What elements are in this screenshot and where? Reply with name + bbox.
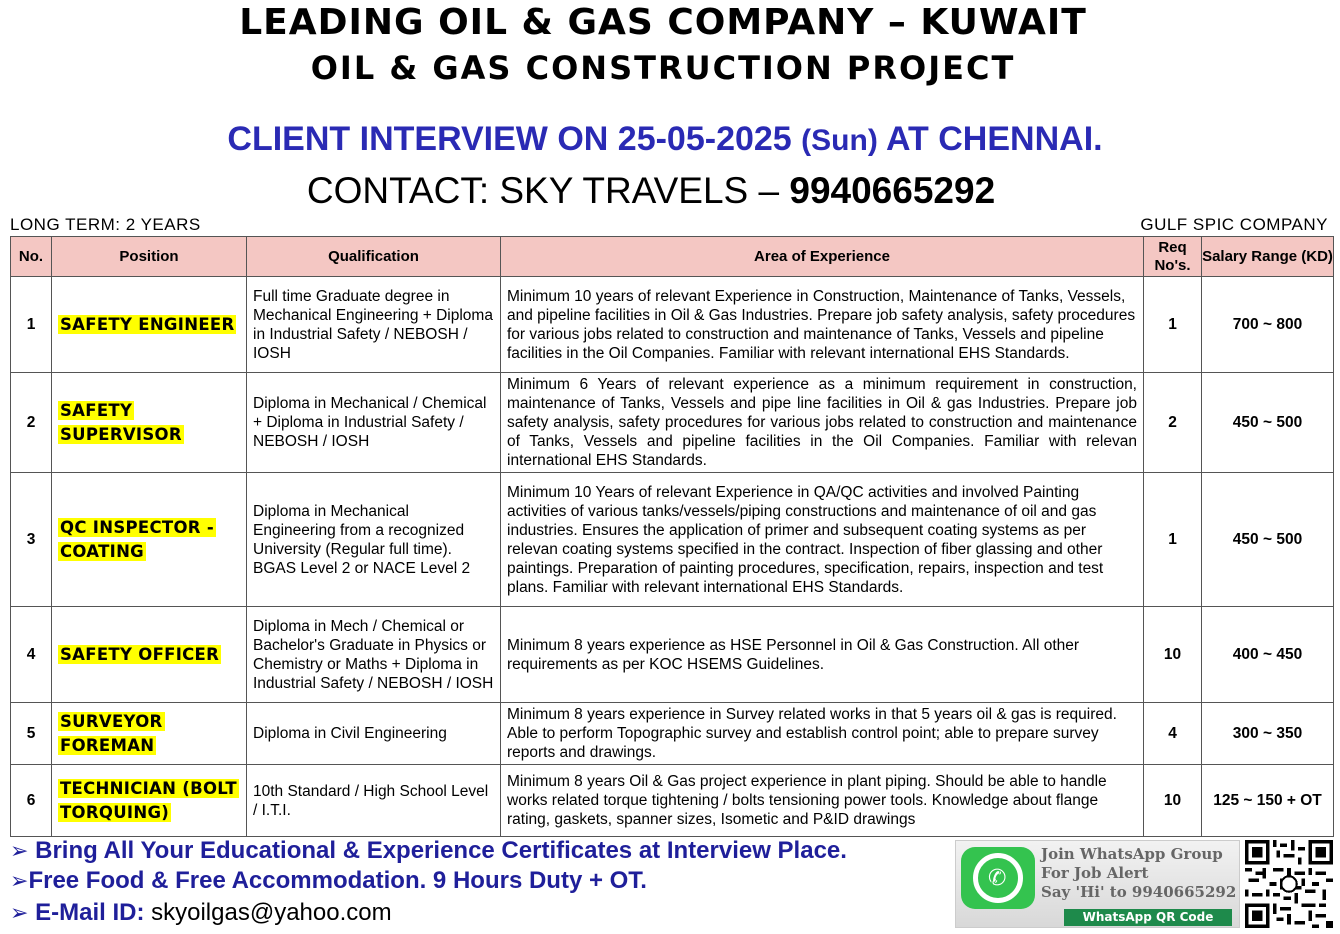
header-qualification: Qualification [247, 237, 501, 277]
footer-email [10, 899, 392, 927]
interview-location: AT CHENNAI. [886, 120, 1103, 158]
arrow-icon: ➢ [10, 900, 29, 925]
interview-date: CLIENT INTERVIEW ON 25-05-2025 [227, 120, 792, 158]
row-req: 10 [1144, 607, 1202, 703]
whatsapp-icon: ✆ [961, 847, 1035, 909]
row-salary: 300 ~ 350 [1202, 703, 1334, 765]
footer-line2: Free Food & Free Accommodation. 9 Hours Duty + OT. [28, 867, 647, 894]
job-table [10, 236, 1334, 837]
header-no: No. [11, 237, 52, 277]
row-position [52, 765, 247, 837]
row-no: 5 [11, 703, 52, 765]
position-label: SAFETY SUPERVISOR [60, 400, 182, 444]
table-row [11, 277, 1334, 373]
company-name: GULF SPIC COMPANY [1140, 215, 1328, 234]
whatsapp-text [1041, 845, 1236, 902]
row-experience: Minimum 6 Years of relevant experience as a minimum requirement in construction, maintenance of Tanks, Vessels and pipe line facilities in Oil & gas Industries. Prepare job safety analysis, safety procedures for various jobs related to construction and maintenance of Tanks, Vessels and pipeline facilities in the Oil Companies. Familiar with relevan international EHS Standards. [501, 373, 1144, 473]
row-salary: 400 ~ 450 [1202, 607, 1334, 703]
row-experience: Minimum 10 years of relevant Experience in Construction, Maintenance of Tanks, Vessels, and pipeline facilities in Oil & Gas Industries. Prepare job safety analysis, safety procedures for various jobs related to construction and maintenance of Tanks, Vessels and pipeline facilities in the Oil Companies. Familiar with relevant international EHS Standards. [501, 277, 1144, 373]
row-experience: Minimum 8 years Oil & Gas project experience in plant piping. Should be able to handle works related torque tightening / bolts tensioning power tools. Knowledge about flange rating, gaskets, spanner sizes, Isometic and P&ID drawings [501, 765, 1144, 837]
contact-info [0, 169, 1302, 213]
row-req: 1 [1144, 473, 1202, 607]
row-no: 4 [11, 607, 52, 703]
table-header-row [11, 237, 1334, 277]
position-label: QC INSPECTOR - COATING [60, 517, 214, 561]
row-no: 6 [11, 765, 52, 837]
whatsapp-qr-label: WhatsApp QR Code [1064, 909, 1232, 926]
row-qualification: Diploma in Civil Engineering [247, 703, 501, 765]
row-position [52, 607, 247, 703]
whatsapp-line3: Say 'Hi' to 9940665292 [1041, 883, 1237, 901]
email-label: E-Mail ID: [35, 899, 145, 926]
row-no: 3 [11, 473, 52, 607]
row-no: 1 [11, 277, 52, 373]
position-label: TECHNICIAN (BOLT TORQUING) [60, 778, 237, 822]
header-salary: Salary Range (KD) [1202, 237, 1334, 277]
contact-label: CONTACT: SKY TRAVELS – [306, 170, 780, 211]
row-req: 4 [1144, 703, 1202, 765]
arrow-icon: ➢ [10, 868, 29, 893]
footer-note-certificates [10, 837, 847, 865]
table-row [11, 765, 1334, 837]
position-label: SAFETY OFFICER [60, 644, 220, 664]
row-position [52, 473, 247, 607]
footer-line1: Bring All Your Educational & Experience Certificates at Interview Place. [35, 837, 847, 864]
header-position: Position [52, 237, 247, 277]
row-salary: 125 ~ 150 + OT [1202, 765, 1334, 837]
contact-number: 9940665292 [789, 170, 996, 211]
row-req: 10 [1144, 765, 1202, 837]
row-salary: 450 ~ 500 [1202, 373, 1334, 473]
row-experience: Minimum 10 Years of relevant Experience in QA/QC activities and involved Painting activities of various tanks/vessels/piping constructions and maintenance of oil and gas industries. Ensures the application of primer and subsequent coating systems as per relevan coating systems specified in the contract. Inspection of fiber glassing and other paintings. Preparation of painting procedures, specification, repairs, inspection and test plans. Familiar with relevant international EHS Standards. [501, 473, 1144, 607]
row-position [52, 703, 247, 765]
position-label: SURVEYOR FOREMAN [60, 711, 163, 755]
header-req: Req No's. [1144, 237, 1202, 277]
row-salary: 700 ~ 800 [1202, 277, 1334, 373]
footer-note-benefits [10, 867, 647, 895]
page-subtitle: OIL & GAS CONSTRUCTION PROJECT [310, 49, 1016, 87]
whatsapp-line1: Join WhatsApp Group [1041, 845, 1223, 863]
header-experience: Area of Experience [501, 237, 1144, 277]
interview-day: (Sun) [801, 124, 878, 157]
row-position [52, 277, 247, 373]
whatsapp-line2: For Job Alert [1041, 864, 1149, 882]
email-address[interactable]: skyoilgas@yahoo.com [151, 899, 392, 926]
row-req: 1 [1144, 277, 1202, 373]
row-position [52, 373, 247, 473]
table-row [11, 703, 1334, 765]
row-no: 2 [11, 373, 52, 473]
page-title: LEADING OIL & GAS COMPANY – KUWAIT [239, 2, 1087, 43]
table-row [11, 373, 1334, 473]
table-row [11, 473, 1334, 607]
arrow-icon: ➢ [10, 838, 29, 863]
position-label: SAFETY ENGINEER [60, 314, 235, 334]
qr-code-icon[interactable] [1245, 840, 1333, 928]
row-experience: Minimum 8 years experience in Survey related works in that 5 years oil & gas is required. Able to perform Topographic survey and establish control point; able to prepare survey reports and drawings. [501, 703, 1144, 765]
row-qualification: Diploma in Mechanical / Chemical + Diploma in Industrial Safety / NEBOSH / IOSH [247, 373, 501, 473]
row-qualification: 10th Standard / High School Level / I.T.I. [247, 765, 501, 837]
row-salary: 450 ~ 500 [1202, 473, 1334, 607]
table-row [11, 607, 1334, 703]
row-qualification: Diploma in Mechanical Engineering from a recognized University (Regular full time). BGAS Level 2 or NACE Level 2 [247, 473, 501, 607]
row-qualification: Diploma in Mech / Chemical or Bachelor's Graduate in Physics or Chemistry or Maths + Diploma in Industrial Safety / NEBOSH / IOSH [247, 607, 501, 703]
row-experience: Minimum 8 years experience as HSE Personnel in Oil & Gas Construction. All other requirements as per KOC HSEMS Guidelines. [501, 607, 1144, 703]
contract-term: LONG TERM: 2 YEARS [10, 215, 201, 234]
whatsapp-banner[interactable] [955, 840, 1240, 928]
row-qualification: Full time Graduate degree in Mechanical Engineering + Diploma in Industrial Safety / NEBOSH / IOSH [247, 277, 501, 373]
row-req: 2 [1144, 373, 1202, 473]
interview-info [0, 118, 1330, 162]
